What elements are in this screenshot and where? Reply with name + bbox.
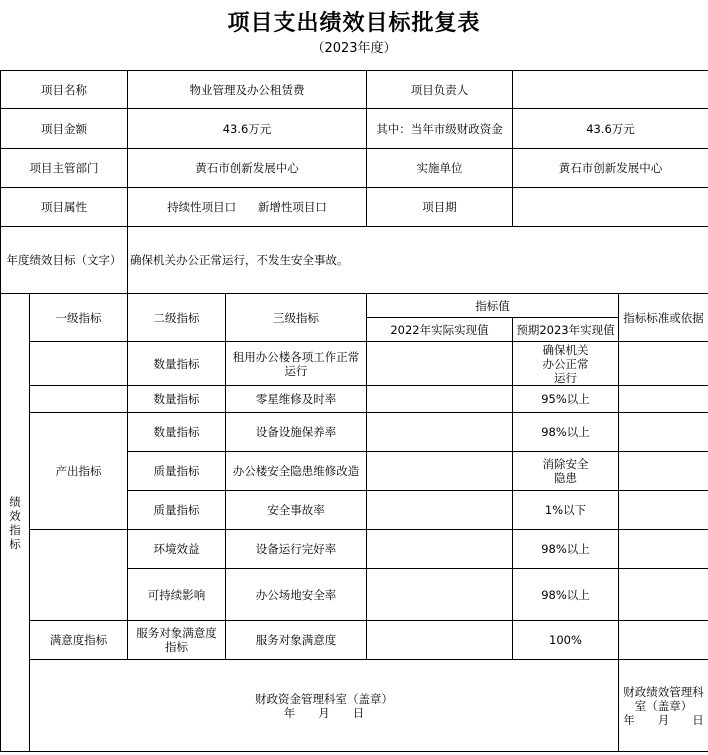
level1-empty-3 bbox=[30, 530, 128, 621]
left-date-label: 年 月 日 bbox=[283, 705, 365, 720]
leader-value bbox=[513, 71, 708, 109]
dept-label: 项目主管部门 bbox=[1, 149, 128, 188]
row-attribute bbox=[1, 188, 708, 227]
level2-cell: 环境效益 bbox=[128, 530, 226, 569]
col-2023: 预期2023年实现值 bbox=[513, 318, 619, 342]
value-2023-cell: 1%以下 bbox=[513, 491, 619, 530]
value-2022-cell bbox=[367, 530, 513, 569]
value-2022-cell bbox=[367, 491, 513, 530]
row-department bbox=[1, 149, 708, 188]
table-row bbox=[1, 413, 708, 452]
city-funds-value: 43.6万元 bbox=[513, 109, 708, 149]
value-2022-cell bbox=[367, 569, 513, 621]
level3-cell: 设备设施保养率 bbox=[226, 413, 367, 452]
col-2022: 2022年实际实现值 bbox=[367, 318, 513, 342]
leader-label: 项目负责人 bbox=[367, 71, 513, 109]
level2-cell: 数量指标 bbox=[128, 413, 226, 452]
left-office-label: 财政资金管理科室（盖章） bbox=[255, 691, 393, 706]
value-2023-cell: 消除安全隐患 bbox=[513, 452, 619, 491]
approval-table bbox=[0, 70, 708, 752]
level1-empty-1 bbox=[30, 342, 128, 386]
attr-continuing: 持续性项目口 bbox=[167, 200, 237, 214]
indicators-side-label: 绩效指标 bbox=[1, 294, 30, 752]
group-output: 产出指标 bbox=[30, 413, 128, 530]
amount-label: 项目金额 bbox=[1, 109, 128, 149]
value-2023-cell: 98%以上 bbox=[513, 569, 619, 621]
col-level1: 一级指标 bbox=[30, 294, 128, 342]
col-basis: 指标标准或依据 bbox=[619, 294, 708, 342]
col-level3: 三级指标 bbox=[226, 294, 367, 342]
impl-value: 黄石市创新发展中心 bbox=[513, 149, 708, 188]
indicator-header-row-1 bbox=[1, 294, 708, 318]
city-funds-label: 其中：当年市级财政资金 bbox=[367, 109, 513, 149]
basis-cell bbox=[619, 386, 708, 413]
basis-cell bbox=[619, 621, 708, 660]
level3-cell: 安全事故率 bbox=[226, 491, 367, 530]
level3-cell: 办公场地安全率 bbox=[226, 569, 367, 621]
signature-row bbox=[1, 660, 708, 752]
value-2023-cell: 100% bbox=[513, 621, 619, 660]
value-2023-cell: 98%以上 bbox=[513, 530, 619, 569]
signature-left bbox=[30, 660, 619, 752]
value-2022-cell bbox=[367, 386, 513, 413]
table-row bbox=[1, 621, 708, 660]
level3-cell: 办公楼安全隐患维修改造 bbox=[226, 452, 367, 491]
level1-empty-2 bbox=[30, 386, 128, 413]
goal-value: 确保机关办公正常运行，不发生安全事故。 bbox=[128, 227, 708, 294]
basis-cell bbox=[619, 491, 708, 530]
amount-value: 43.6万元 bbox=[128, 109, 367, 149]
project-name-value: 物业管理及办公租赁费 bbox=[128, 71, 367, 109]
col-level2: 二级指标 bbox=[128, 294, 226, 342]
form-subtitle: （2023年度） bbox=[311, 41, 397, 56]
level3-cell: 零星维修及时率 bbox=[226, 386, 367, 413]
level2-cell: 数量指标 bbox=[128, 386, 226, 413]
value-2023-cell: 确保机关办公正常运行 bbox=[513, 342, 619, 386]
value-2022-cell bbox=[367, 342, 513, 386]
goal-label: 年度绩效目标（文字） bbox=[1, 227, 128, 294]
row-goal bbox=[1, 227, 708, 294]
col-value: 指标值 bbox=[367, 294, 619, 318]
signature-right bbox=[619, 660, 708, 752]
level3-cell: 设备运行完好率 bbox=[226, 530, 367, 569]
attr-value bbox=[128, 188, 367, 227]
value-2023-cell: 95%以上 bbox=[513, 386, 619, 413]
value-2023-cell: 98%以上 bbox=[513, 413, 619, 452]
value-2022-cell bbox=[367, 452, 513, 491]
table-row bbox=[1, 530, 708, 569]
level2-cell: 质量指标 bbox=[128, 491, 226, 530]
impl-label: 实施单位 bbox=[367, 149, 513, 188]
basis-cell bbox=[619, 530, 708, 569]
basis-cell bbox=[619, 342, 708, 386]
row-project-name bbox=[1, 71, 708, 109]
table-row bbox=[1, 386, 708, 413]
level2-cell: 数量指标 bbox=[128, 342, 226, 386]
value-2022-cell bbox=[367, 413, 513, 452]
level2-cell: 可持续影响 bbox=[128, 569, 226, 621]
value-2022-cell bbox=[367, 621, 513, 660]
group-satisfaction: 满意度指标 bbox=[30, 621, 128, 660]
basis-cell bbox=[619, 569, 708, 621]
basis-cell bbox=[619, 452, 708, 491]
level3-cell: 服务对象满意度 bbox=[226, 621, 367, 660]
project-name-label: 项目名称 bbox=[1, 71, 128, 109]
attr-new: 新增性项目口 bbox=[257, 200, 327, 214]
dept-value: 黄石市创新发展中心 bbox=[128, 149, 367, 188]
period-value bbox=[513, 188, 708, 227]
level2-cell: 服务对象满意度指标 bbox=[128, 621, 226, 660]
row-amount bbox=[1, 109, 708, 149]
period-label: 项目期 bbox=[367, 188, 513, 227]
right-office-label: 财政绩效管理科室（盖章） bbox=[623, 684, 704, 713]
level3-cell: 租用办公楼各项工作正常运行 bbox=[226, 342, 367, 386]
right-date-label: 年 月 日 bbox=[623, 712, 704, 727]
basis-cell bbox=[619, 413, 708, 452]
attr-label: 项目属性 bbox=[1, 188, 128, 227]
form-title: 项目支出绩效目标批复表 bbox=[227, 10, 481, 36]
table-row bbox=[1, 342, 708, 386]
level2-cell: 质量指标 bbox=[128, 452, 226, 491]
